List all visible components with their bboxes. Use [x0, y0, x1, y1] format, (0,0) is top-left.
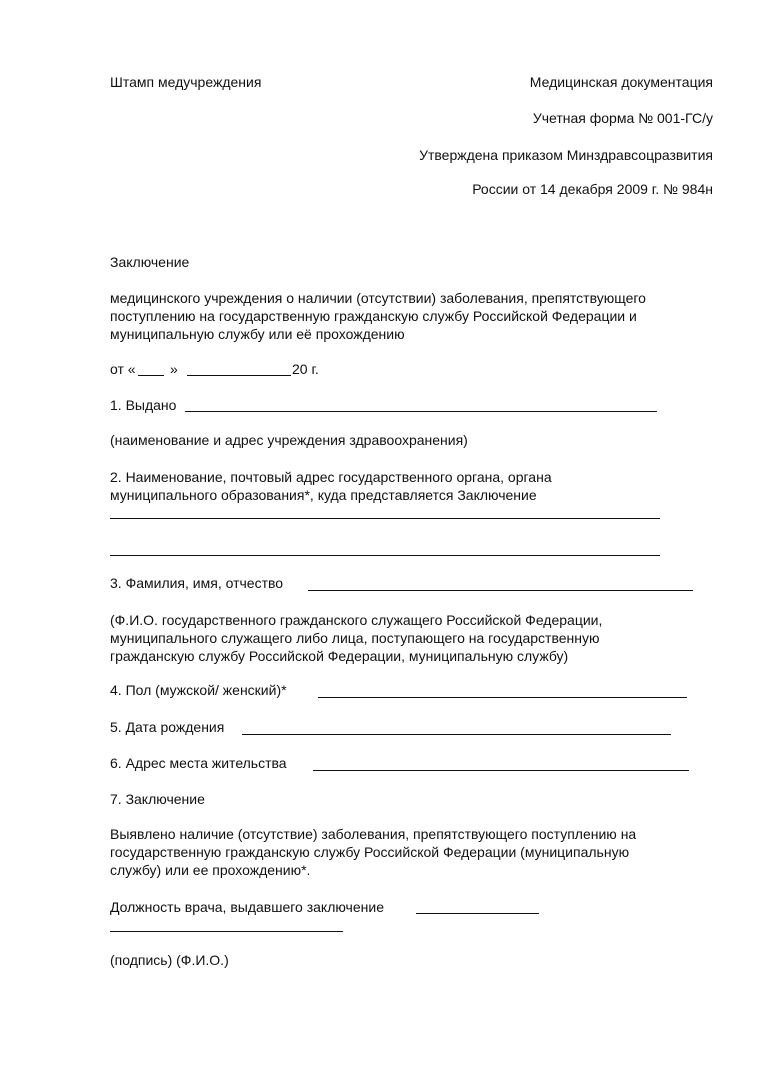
- organ-label: муниципального образования*, куда представляется Заключение: [110, 487, 537, 503]
- organ-label: 2. Наименование, почтовый адрес государственного органа, органа: [110, 469, 552, 485]
- fio-note: (Ф.И.О. государственного гражданского служащего Российской Федерации,: [110, 612, 603, 628]
- signature-field[interactable]: [110, 931, 343, 932]
- fio-note: муниципального служащего либо лица, поступающего на государственную: [110, 630, 600, 646]
- birth-field[interactable]: [242, 734, 671, 735]
- date-mid: »: [170, 361, 178, 377]
- birth-label: 5. Дата рождения: [110, 719, 225, 735]
- signature-note: (подпись) (Ф.И.О.): [110, 952, 229, 968]
- issued-label: 1. Выдано: [110, 397, 177, 413]
- fio-label: 3. Фамилия, имя, отчество: [110, 575, 284, 591]
- conclusion-text: службу) или ее прохождению*.: [110, 862, 311, 878]
- day-field[interactable]: [138, 375, 164, 376]
- doc-title: Заключение: [110, 254, 190, 270]
- doctor-field[interactable]: [416, 913, 539, 914]
- conclusion-label: 7. Заключение: [110, 791, 205, 807]
- sex-label: 4. Пол (мужской/ женский)*: [110, 682, 287, 698]
- doctor-label: Должность врача, выдавшего заключение: [110, 899, 384, 915]
- fio-field[interactable]: [308, 590, 693, 591]
- header-line: Утверждена приказом Минздравсоцразвития: [419, 147, 713, 163]
- date-prefix: от «: [110, 361, 136, 377]
- subtitle-line: медицинского учреждения о наличии (отсутствии) заболевания, препятствующего: [110, 290, 646, 306]
- sex-field[interactable]: [318, 697, 687, 698]
- subtitle-line: поступлению на государственную гражданскую службу Российской Федерации и: [110, 308, 637, 324]
- header-line: Медицинская документация: [529, 74, 713, 90]
- month-field[interactable]: [187, 375, 291, 376]
- subtitle-line: муниципальную службу или её прохождению: [110, 326, 405, 342]
- date-suffix: 20 г.: [292, 361, 319, 377]
- conclusion-text: государственную гражданскую службу Российской Федерации (муниципальную: [110, 844, 630, 860]
- organ-field[interactable]: [110, 555, 660, 556]
- conclusion-text: Выявлено наличие (отсутствие) заболевания, препятствующего поступлению на: [110, 826, 637, 842]
- stamp-label: Штамп медучреждения: [110, 74, 262, 90]
- organ-field[interactable]: [110, 518, 660, 519]
- address-label: 6. Адрес места жительства: [110, 755, 287, 771]
- fio-note: гражданскую службу Российской Федерации, муниципальную службу): [110, 648, 569, 664]
- header-line: Учетная форма № 001-ГС/у: [532, 110, 713, 126]
- issued-note: (наименование и адрес учреждения здравоохранения): [110, 432, 468, 448]
- header-line: России от 14 декабря 2009 г. № 984н: [472, 181, 713, 197]
- issued-field[interactable]: [185, 411, 657, 412]
- address-field[interactable]: [313, 770, 689, 771]
